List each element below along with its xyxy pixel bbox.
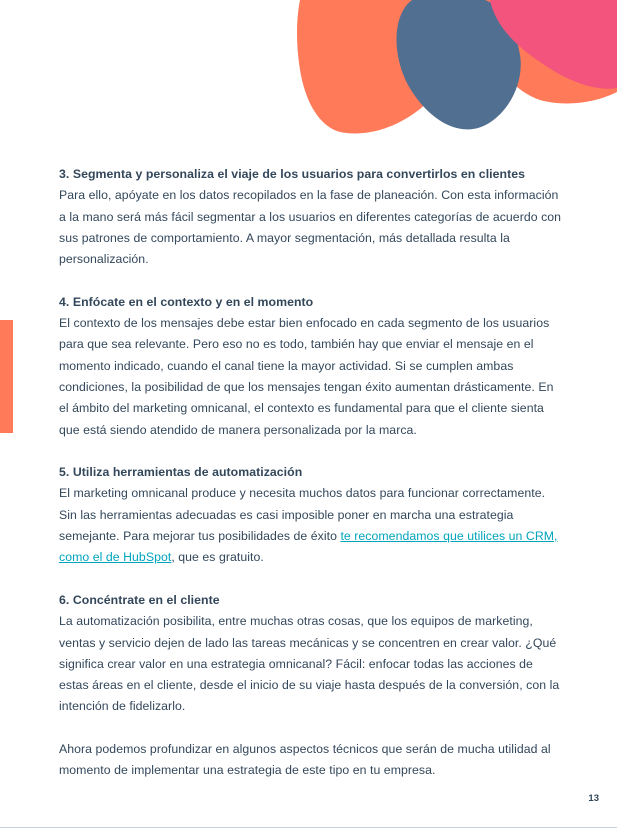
decorative-blob-shapes (0, 0, 617, 140)
section-3 (59, 164, 564, 270)
section-5-heading: 5. Utiliza herramientas de automatización (59, 465, 303, 480)
closing-paragraph: Ahora podemos profundizar en algunos aspectos técnicos que serán de mucha utilidad al momento de implementar una estrategia de este tipo en tu empresa. (59, 742, 551, 778)
section-6 (59, 590, 564, 718)
closing-paragraph-block (59, 739, 564, 782)
section-5-body-after-link: , que es gratuito. (171, 550, 264, 565)
section-6-heading: 6. Concéntrate en el cliente (59, 592, 220, 607)
section-5-body (59, 483, 564, 568)
hubspot-crm-link[interactable]: te recomendamos que utilices un CRM, como el de HubSpot (59, 529, 558, 565)
section-4-heading: 4. Enfócate en el contexto y en el momento (59, 294, 314, 309)
side-accent-bar (0, 320, 13, 433)
section-5 (59, 462, 564, 568)
bottom-divider (0, 827, 617, 828)
document-body (59, 164, 564, 803)
section-3-heading: 3. Segmenta y personaliza el viaje de los usuarios para convertirlos en clientes (59, 167, 526, 181)
section-5-body-before-link: El marketing omnicanal produce y necesita muchos datos para funcionar correctamente. Sin las herramientas adecuadas es casi imposible poner en marcha una estrategia semejante. Para mejorar tus posibilidades de éxito (59, 486, 546, 544)
section-4-body: El contexto de los mensajes debe estar bien enfocado en cada segmento de los usuarios para que sea relevante. Pero eso no es todo, también hay que enviar el mensaje en el momento indicado, cuando el canal tiene la mayor actividad. Si se cumplen ambas condiciones, la posibilidad de que los mensajes tengan éxito aumentan drásticamente. En el ámbito del marketing omnicanal, el contexto es fundamental para que el cliente sienta que está siendo atendido de manera personalizada por la marca. (59, 316, 554, 437)
section-3-body: Para ello, apóyate en los datos recopilados en la fase de planeación. Con esta información a la mano será más fácil segmentar a los usuarios en diferentes categorías de acuerdo con sus patrones de comportamiento. A mayor segmentación, más detallada resulta la personalización. (59, 188, 562, 267)
page-number: 13 (588, 793, 599, 804)
section-4 (59, 292, 564, 441)
section-6-body: La automatización posibilita, entre muchas otras cosas, que los equipos de marketing, ventas y servicio dejen de lado las tareas mecánicas y se concentren en crear valor. ¿Qué significa crear valor en una estrategia omnicanal? Fácil: enfocar todas las acciones de estas áreas en el cliente, desde el inicio de su viaje hasta después de la conversión, con la intención de fidelizarlo. (59, 614, 560, 714)
